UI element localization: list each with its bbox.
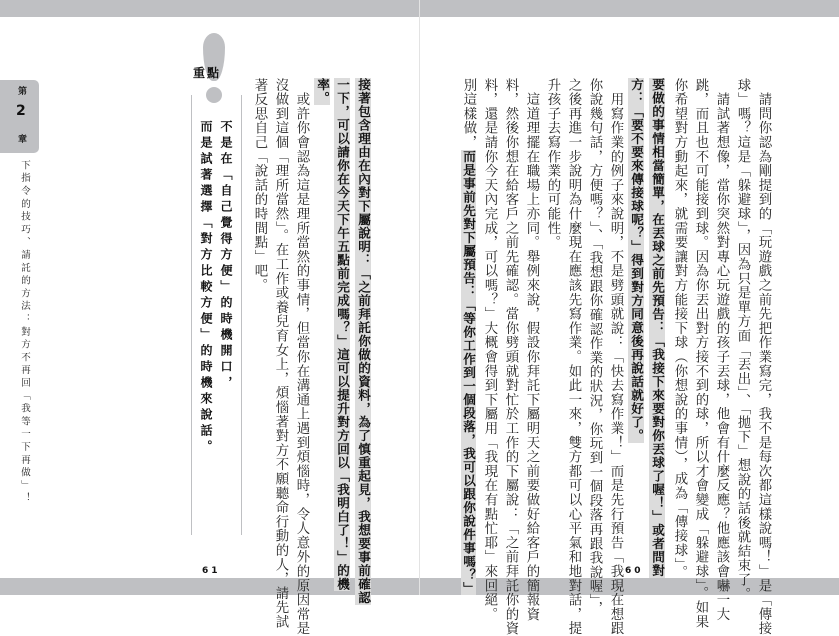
left-page	[0, 0, 419, 636]
body-column: 著反思自己「說話的時間點」吧。	[252, 78, 267, 293]
body-column: 跳，而且也不可能接到球。因為你丟出對方接不到的球，所以才會變成「躲避球」。如果	[693, 78, 708, 629]
body-column: 一下，可以請你在今天下午五點前完成嗎？」這可以提升對方回以「我明白了！」的機	[335, 78, 350, 591]
body-column: 請試著想像，當你突然對專心玩遊戲的孩子丟球，他會有什麼反應？他應該會嚇一大	[714, 78, 729, 622]
body-column: 用寫作業的例子來說明，不是劈頭就說：「快去寫作業！」而是先行預告「我現在想跟	[608, 78, 623, 636]
key-point-title: 重點	[193, 66, 222, 80]
page-number: 61	[202, 566, 221, 576]
right-page	[420, 0, 839, 636]
body-column: 這道理擺在職場上亦同。舉例來說，假設你拜託下屬明天之前要做好給客戶的簡報資	[524, 78, 539, 622]
body-column: 升孩子去寫作業的可能性。	[545, 78, 560, 250]
body-column: 你說幾句話，方便嗎？」、「我想跟你確認作業的狀況，你玩到一個段落再跟我說喔」，	[587, 78, 602, 616]
key-point-line-1: 不是在「自己覺得方便」的時機開口，	[219, 120, 233, 392]
body-column: 方：「要不要來傳接球呢？」得到對方同意後再說話就好了。	[629, 78, 644, 443]
body-column: 請問你認為剛提到的「玩遊戲之前先把作業寫完，我不是每次都這樣說嗎！」是「傳接	[756, 78, 771, 636]
body-column: 或許你會認為這是理所當然的事情，但當你在溝通上遇到煩惱時，令人意外的原因常是	[294, 78, 309, 636]
running-header: 下指令的技巧、請託的方法：對方不再回「我等一下再做」！	[19, 160, 30, 506]
chapter-number: 2	[16, 103, 26, 119]
body-column: 接著包含理由在內對下屬說明：「之前拜託你做的資料，為了慎重起見，我想要事前確認	[356, 78, 371, 605]
body-column: 率。	[315, 78, 330, 105]
emphasis-text: 而是事前先對下屬預告：「等你工作到一個段落，我可以跟你說件事嗎？」	[461, 149, 476, 595]
body-column-mixed	[460, 78, 476, 595]
body-column: 你希望對方動起來，就需要讓對方能接下球（你想說的事情），成為「傳接球」。	[672, 78, 687, 580]
body-column: 料，然後你想在給客戶之前先確認。當你劈頭就對忙於工作的下屬說：「之前拜託你的資	[503, 78, 518, 636]
chapter-prefix: 第	[18, 87, 28, 97]
body-column: 球」嗎？這是「躲避球」，因為只是單方面「丟出」、「拋下」想說的話後就結束了。	[735, 78, 750, 602]
key-point-line-2: 而是試著選擇「對方比較方便」的時機來說話。	[199, 120, 213, 456]
chapter-suffix: 章	[18, 135, 28, 145]
body-column: 要做的事情相當簡單，在丟球之前先預告：「我接下來要對你丟球了喔！」或者問對	[650, 78, 665, 578]
body-column: 料，還是請你今天內完成，可以嗎？」大概會得到下屬用「我現在有點忙耶」來回絕。	[482, 78, 497, 622]
page-number: 60	[625, 566, 644, 576]
body-column: 沒做到這個「理所當然」。在工作或養兒育女上，煩惱著對方不願聽命行動的人，請先試	[273, 78, 288, 629]
body-column: 之後再進一步說明為什麼現在應該先寫作業。如此一來，雙方都可以心平氣和地對話，提	[566, 78, 581, 636]
plain-text: 別這樣做，	[461, 78, 476, 150]
